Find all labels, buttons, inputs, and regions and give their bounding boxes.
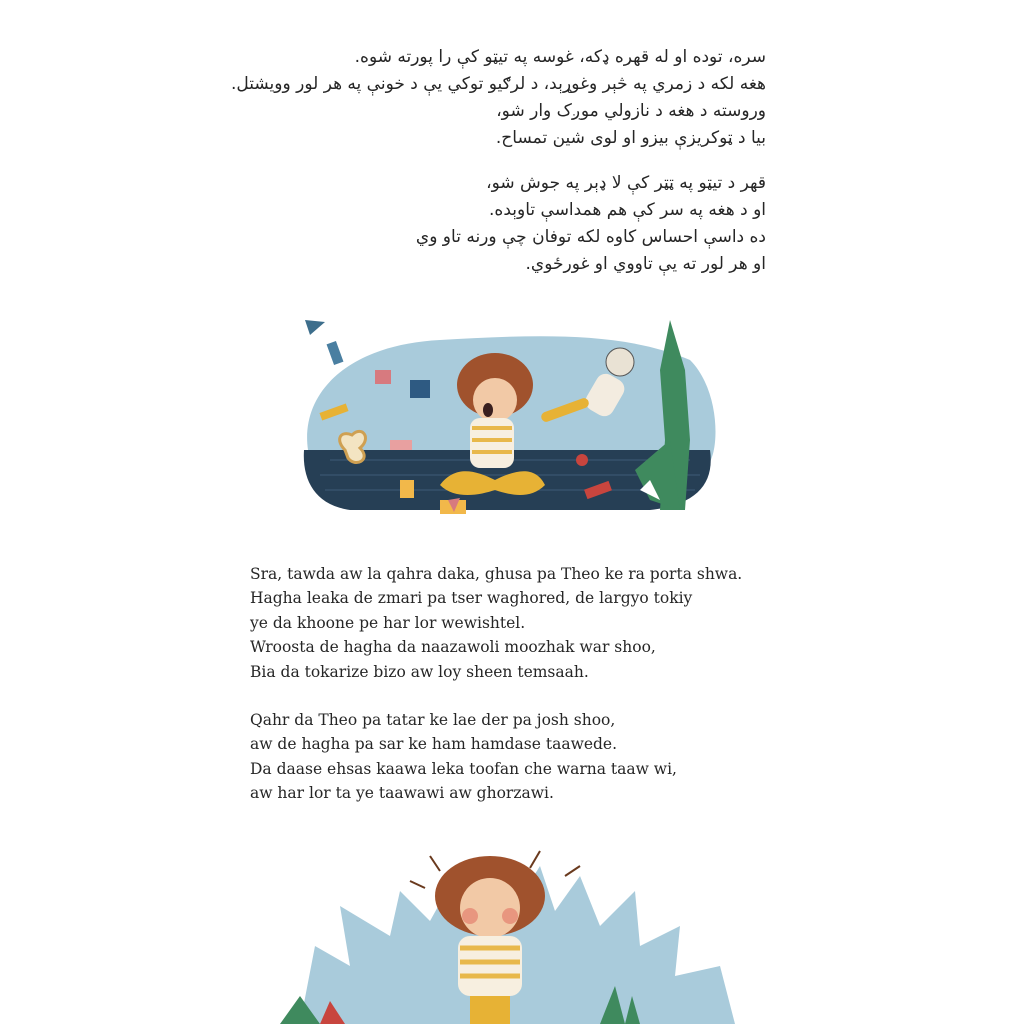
transliteration-stanza-2 — [250, 708, 770, 806]
pashto-stanza-2 — [200, 170, 766, 278]
pashto-stanza-1 — [200, 44, 766, 152]
pashto-line: او د هغه په سر کې هم همداسې تاوېده. — [489, 200, 766, 220]
transliteration-line: Qahr da Theo pa tatar ke lae der pa josh shoo, — [250, 711, 616, 730]
pashto-line: بیا د ټوکریزې بیزو او لوی شین تمساح. — [495, 128, 766, 148]
transliteration-line: Da daase ehsas kaawa leka toofan che warna taaw wi, — [250, 759, 677, 778]
pashto-line: سره، توده او له قهره ډکه، غوسه په تیټو کې را پورته شوه. — [354, 47, 766, 67]
transliteration-line: ye da khoone pe har lor wewishtel. — [250, 613, 526, 632]
pashto-line: قهر د تیټو په ټټر کې لا ډېر په جوش شو، — [486, 173, 766, 193]
pashto-line: هغه لکه د زمري په څېر وغوړېد، د لرګیو توکي یې د خونې په هر لور وویشتل. — [230, 74, 766, 94]
pashto-line: ده داسې احساس کاوه لکه توفان چې ورنه تاو وي — [415, 227, 766, 247]
transliteration-line: Wroosta de hagha da naazawoli moozhak war shoo, — [250, 638, 656, 657]
transliteration-stanza-1 — [250, 562, 770, 684]
transliteration-line: Sra, tawda aw la qahra daka, ghusa pa Theo ke ra porta shwa. — [250, 565, 743, 583]
transliteration-text-block — [250, 562, 770, 806]
angry-boy-throwing-toys-illustration — [290, 300, 730, 535]
pashto-text-block — [200, 44, 766, 278]
transliteration-line: Hagha leaka de zmari pa tser waghored, de largyo tokiy — [250, 589, 693, 608]
angry-boy-storm-illustration — [280, 836, 750, 1024]
pashto-line: او هر لور ته یې تاووي او غورځوي. — [525, 254, 766, 274]
transliteration-line: aw har lor ta ye taawawi aw ghorzawi. — [250, 784, 554, 803]
pashto-line: وروسته د هغه د نازولي موږک وار شو، — [496, 101, 766, 121]
transliteration-line: aw de hagha pa sar ke ham hamdase taawede. — [250, 735, 618, 754]
transliteration-line: Bia da tokarize bizo aw loy sheen temsaah. — [250, 662, 589, 681]
